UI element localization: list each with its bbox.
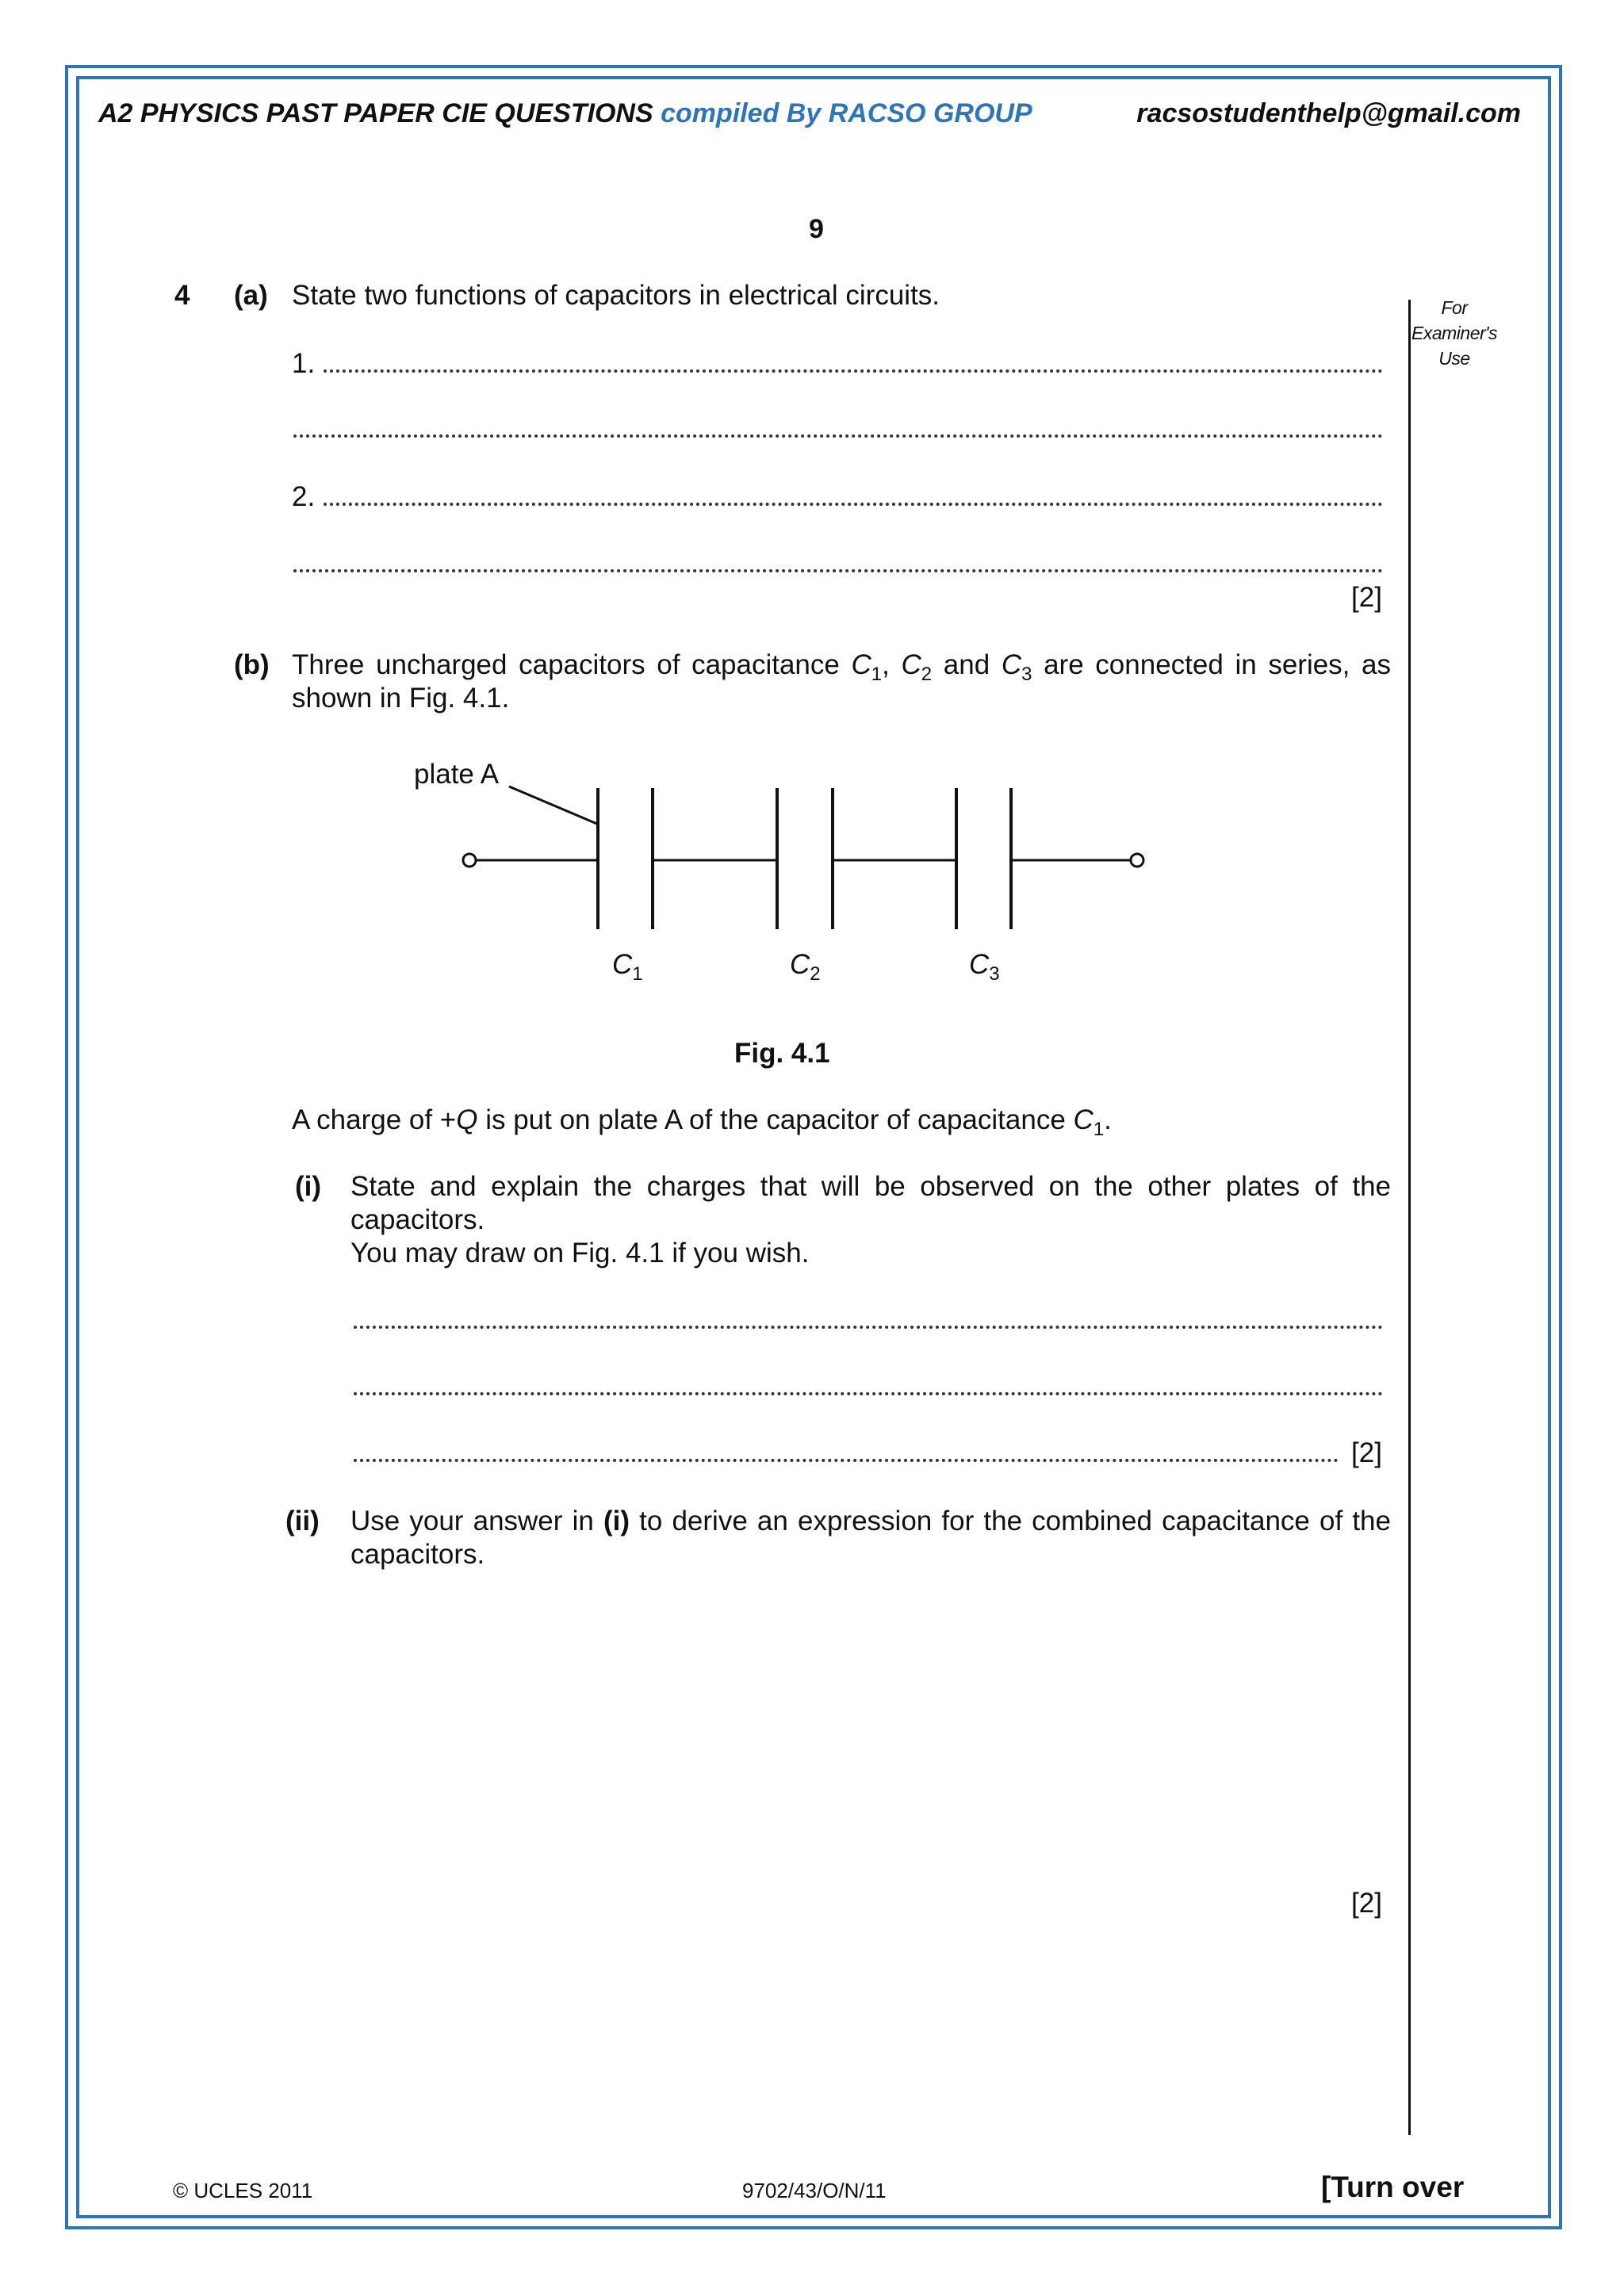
charge-statement: A charge of +Q is put on plate A of the capacitor of capacitance $C_1$. bbox=[292, 1104, 1112, 1140]
header-email: racsostudenthelp@gmail.com bbox=[1136, 98, 1521, 128]
capacitor-circuit-diagram bbox=[0, 0, 1624, 1031]
answer-1-number: 1. bbox=[292, 348, 316, 379]
part-b-ii-marks: [2] bbox=[1351, 1888, 1382, 1919]
capacitor-c3-label: $C_3$ bbox=[969, 949, 1000, 985]
footer-copyright: © UCLES 2011 bbox=[173, 2179, 313, 2202]
question-number: 4 bbox=[174, 280, 190, 311]
part-b-i-marks: [2] bbox=[1351, 1437, 1382, 1468]
header-title-compiled: compiled By RACSO GROUP bbox=[661, 98, 1032, 128]
examiner-use-label: For Examiner's Use bbox=[1411, 297, 1498, 369]
footer-paper-code: 9702/43/O/N/11 bbox=[742, 2179, 887, 2202]
part-a-marks: [2] bbox=[1351, 582, 1382, 613]
figure-caption: Fig. 4.1 bbox=[734, 1038, 830, 1069]
part-a-text: State two functions of capacitors in electrical circuits. bbox=[292, 280, 940, 311]
plate-a-pointer bbox=[509, 786, 599, 825]
answer-2-number: 2. bbox=[292, 481, 316, 512]
part-b-i-label: (i) bbox=[295, 1171, 322, 1202]
capacitor-c2-label: $C_2$ bbox=[790, 949, 821, 985]
footer-turn-over: [Turn over bbox=[1321, 2171, 1465, 2203]
terminal-left bbox=[463, 854, 476, 867]
answer-line-i-3[interactable] bbox=[354, 1459, 1339, 1462]
part-b-ii-label: (ii) bbox=[285, 1506, 320, 1536]
answer-line-i-2[interactable] bbox=[354, 1392, 1383, 1395]
terminal-right bbox=[1131, 854, 1143, 867]
header-title-main: A2 PHYSICS PAST PAPER CIE QUESTIONS bbox=[98, 98, 661, 128]
plate-a-label: plate A bbox=[414, 759, 500, 790]
capacitor-c1-label: $C_1$ bbox=[612, 949, 643, 985]
part-b-ii-text: Use your answer in (i) to derive an expression for the combined capacitance of the capacitors. bbox=[350, 1506, 1391, 1570]
part-b-text: Three uncharged capacitors of capacitance $C_1$, $C_2$ and $C_3$ are connected in series, as shown in Fig. 4.1. bbox=[292, 649, 1391, 714]
part-b-label: (b) bbox=[234, 649, 270, 680]
answer-line-i-1[interactable] bbox=[354, 1326, 1383, 1329]
part-a-label: (a) bbox=[234, 280, 268, 311]
part-b-i-text: State and explain the charges that will be observed on the other plates of the capacitors. You may draw on Fig. 4.1 if you wish. bbox=[350, 1171, 1391, 1269]
page-number: 9 bbox=[809, 214, 824, 244]
